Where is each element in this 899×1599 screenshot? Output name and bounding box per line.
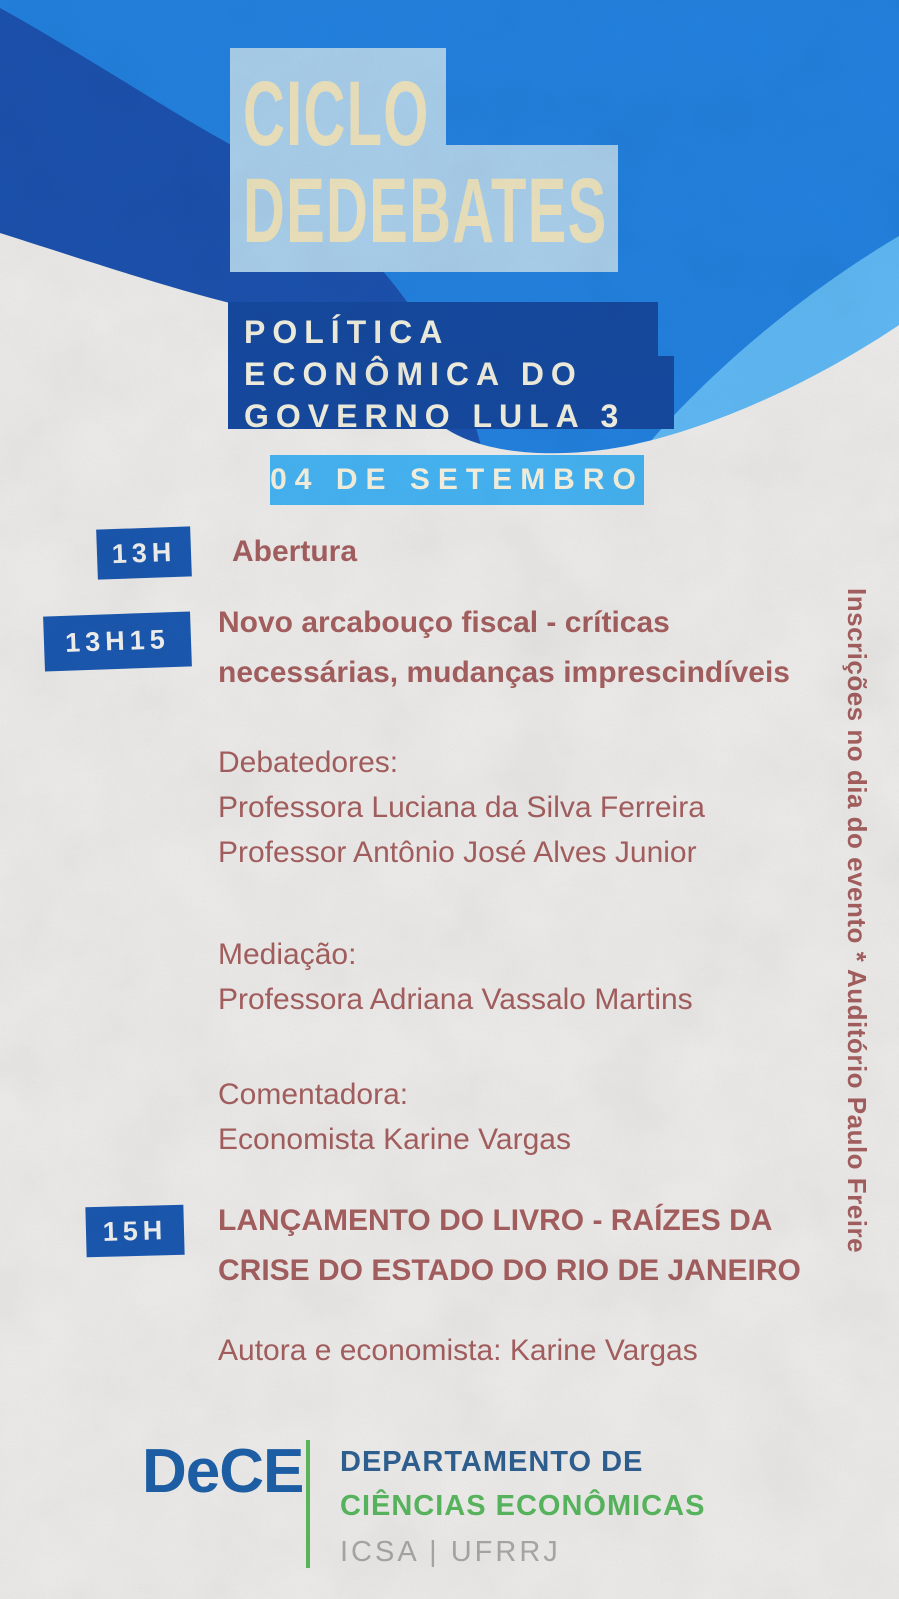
mediation-name: Professora Adriana Vassalo Martins [218,983,693,1016]
debater-name-2: Professor Antônio José Alves Junior [218,836,697,869]
subtitle-line2: ECONÔMICA DO [244,356,583,392]
registration-side-note: Inscrições no dia do evento * Auditório Paulo Freire [842,588,872,1254]
dece-logo: DeCE [142,1437,304,1506]
session2-title-line1: Novo arcabouço fiscal - críticas [218,606,670,639]
subtitle-line3: GOVERNO LULA 3 [244,398,626,434]
footer-department-line1: DEPARTAMENTO DE [340,1446,644,1478]
session-title-abertura: Abertura [232,535,358,568]
commentator-name: Economista Karine Vargas [218,1123,571,1156]
commentator-heading: Comentadora: [218,1078,409,1111]
footer-department-line2: CIÊNCIAS ECONÔMICAS [340,1490,706,1522]
poster-title-line2: DEDEBATES [243,160,608,262]
subtitle-box [228,302,658,434]
session2-title-line2: necessárias, mudanças imprescindíveis [218,656,790,689]
mediation-heading: Mediação: [218,938,357,971]
time-badge-13h: 13H [96,526,192,579]
subtitle-line1: POLÍTICA [244,314,450,350]
session3-title-line2: CRISE DO ESTADO DO RIO DE JANEIRO [218,1254,801,1287]
book-author-line: Autora e economista: Karine Vargas [218,1334,698,1367]
debaters-heading: Debatedores: [218,746,399,779]
debater-name-1: Professora Luciana da Silva Ferreira [218,791,705,824]
poster-title-line1: CICLO [243,63,430,165]
date-banner: 04 DE SETEMBRO [270,455,644,505]
footer-institution-line: ICSA | UFRRJ [340,1536,561,1568]
footer-divider-line [306,1440,310,1568]
time-badge-15h: 15H [85,1205,184,1258]
session3-title-line1: LANÇAMENTO DO LIVRO - RAÍZES DA [218,1204,773,1237]
time-badge-13h15: 13H15 [43,611,192,671]
